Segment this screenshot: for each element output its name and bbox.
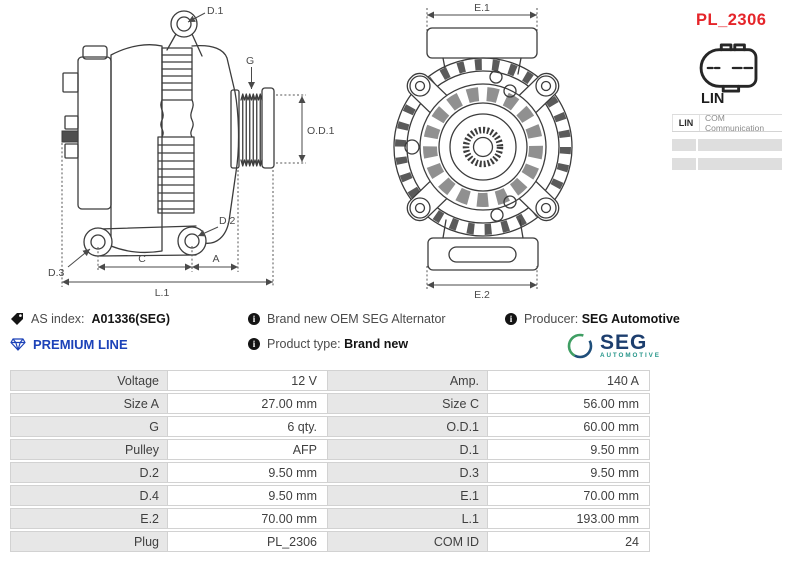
- spec-label: Amp.: [328, 370, 488, 391]
- plug-connector-icon: [698, 42, 760, 94]
- spec-label: D.4: [10, 485, 168, 506]
- bottom-mount-block: [428, 238, 538, 270]
- spec-label: D.2: [10, 462, 168, 483]
- producer-value: SEG Automotive: [581, 312, 680, 326]
- spec-label: D.1: [328, 439, 488, 460]
- spec-label: Plug: [10, 531, 168, 552]
- spec-value: AFP: [168, 439, 328, 460]
- as-index-value: A01336(SEG): [91, 312, 171, 326]
- spec-value: PL_2306: [168, 531, 328, 552]
- spec-value: 60.00 mm: [488, 416, 650, 437]
- dim-label-d1: D.1: [207, 5, 224, 17]
- top-mount-block: [427, 28, 537, 58]
- tag-icon: [10, 312, 24, 326]
- com-table-row: [672, 139, 782, 151]
- com-table-empty-cell: [672, 158, 696, 170]
- spec-value: 70.00 mm: [168, 508, 328, 529]
- seg-logo-circle-icon: [566, 332, 594, 360]
- product-type-label: Product type:: [267, 337, 341, 351]
- com-table-row: [672, 158, 782, 170]
- plug-code-link[interactable]: PL_2306: [696, 11, 767, 29]
- com-table-empty-cell: [698, 158, 782, 170]
- b-plus-terminal: [62, 131, 78, 142]
- com-table-header-com: COM Communication: [705, 113, 765, 133]
- info-icon: i: [248, 338, 260, 350]
- spec-label: Size C: [328, 393, 488, 414]
- product-type-value: Brand new: [344, 337, 409, 351]
- producer-item: [505, 312, 680, 326]
- premium-line-item[interactable]: [10, 337, 128, 352]
- spec-value: 9.50 mm: [488, 462, 650, 483]
- spec-label: D.3: [328, 462, 488, 483]
- rear-housing: [78, 57, 111, 209]
- dim-label-d2: D.2: [219, 215, 236, 227]
- technical-drawings: [0, 0, 660, 300]
- spec-value: 6 qty.: [168, 416, 328, 437]
- dim-label-g: G: [246, 55, 255, 67]
- spec-value: 56.00 mm: [488, 393, 650, 414]
- com-table-empty-cell: [698, 139, 782, 151]
- oem-item: [248, 312, 446, 326]
- table-row: [10, 439, 650, 460]
- spec-label: Pulley: [10, 439, 168, 460]
- spec-label: G: [10, 416, 168, 437]
- spec-label: E.2: [10, 508, 168, 529]
- spec-label: Size A: [10, 393, 168, 414]
- dim-label-c: C: [138, 253, 146, 265]
- spec-value: 9.50 mm: [488, 439, 650, 460]
- dim-label-d3: D.3: [48, 267, 65, 279]
- producer-label: Producer:: [524, 312, 579, 326]
- seg-logo-text: SEG: [600, 330, 648, 354]
- side-view-drawing: [48, 5, 335, 299]
- front-view-drawing: [394, 2, 572, 300]
- table-row: [10, 485, 650, 506]
- spec-label: L.1: [328, 508, 488, 529]
- spec-label: COM ID: [328, 531, 488, 552]
- dim-label-od1: O.D.1: [307, 125, 335, 137]
- terminal: [63, 73, 78, 92]
- table-row: [10, 393, 650, 414]
- com-table-header-lin: LIN: [672, 115, 700, 131]
- spec-value: 27.00 mm: [168, 393, 328, 414]
- table-row: [10, 416, 650, 437]
- pulley-hub: [420, 84, 546, 210]
- spec-value: 9.50 mm: [168, 462, 328, 483]
- oem-text: Brand new OEM SEG Alternator: [267, 312, 446, 326]
- diamond-icon: [10, 338, 26, 351]
- connector-type-label: LIN: [701, 91, 725, 107]
- table-row: [10, 370, 650, 391]
- dim-label-a: A: [212, 253, 220, 265]
- spec-value: 9.50 mm: [168, 485, 328, 506]
- info-icon: i: [248, 313, 260, 325]
- info-icon: i: [505, 313, 517, 325]
- spec-value: 70.00 mm: [488, 485, 650, 506]
- mount-slot: [449, 247, 516, 262]
- table-row: [10, 531, 650, 552]
- rear-cover: [111, 45, 162, 253]
- spec-value: 140 A: [488, 370, 650, 391]
- spec-value: 24: [488, 531, 650, 552]
- dim-label-e2: E.2: [474, 289, 490, 300]
- as-index-label: AS index:: [31, 312, 85, 326]
- product-type-item: [248, 337, 408, 351]
- spec-value: 193.00 mm: [488, 508, 650, 529]
- com-communication-table: [672, 114, 782, 170]
- dim-label-e1: E.1: [474, 2, 490, 14]
- spec-label: O.D.1: [328, 416, 488, 437]
- as-index-item: [10, 312, 170, 326]
- seg-automotive-logo: [566, 332, 661, 360]
- table-row: [10, 462, 650, 483]
- specs-table: [10, 368, 650, 554]
- table-row: [10, 508, 650, 529]
- com-table-empty-cell: [672, 139, 696, 151]
- spec-label: E.1: [328, 485, 488, 506]
- bottom-mounting-arm: [84, 226, 206, 256]
- dim-label-l1: L.1: [154, 287, 170, 299]
- seg-logo-subtext: AUTOMOTIVE: [600, 351, 661, 359]
- com-table-header: [672, 114, 782, 132]
- premium-line-label: PREMIUM LINE: [33, 337, 128, 352]
- spec-label: Voltage: [10, 370, 168, 391]
- spec-value: 12 V: [168, 370, 328, 391]
